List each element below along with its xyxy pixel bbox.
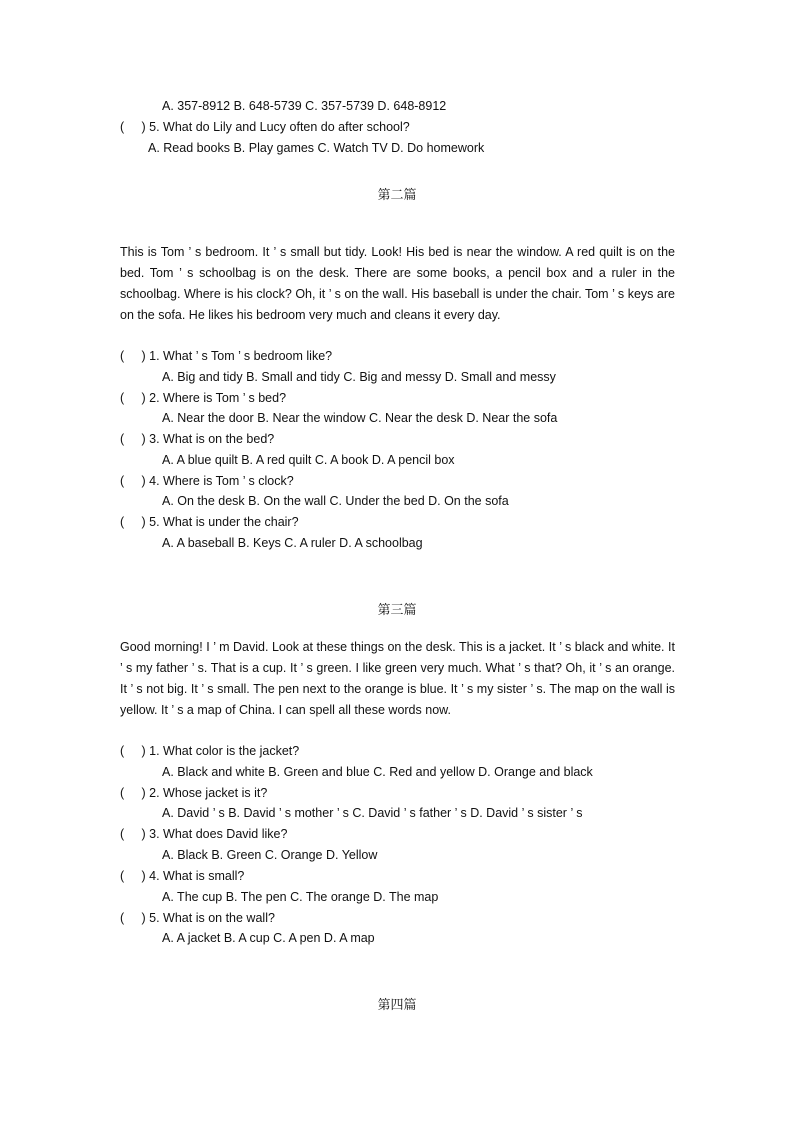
p2-question-4: ( ) 4. Where is Tom ’ s clock? (120, 474, 294, 488)
p3-question-4-options: A. The cup B. The pen C. The orange D. The map (162, 890, 439, 904)
question-5-previous: ( ) 5. What do Lily and Lucy often do after school? (120, 120, 410, 134)
p3-question-1-options: A. Black and white B. Green and blue C. Red and yellow D. Orange and black (162, 765, 593, 779)
passage-2-title: 第二篇 (377, 187, 417, 202)
p3-question-2-options: A. David ’ s B. David ’ s mother ’ s C. David ’ s father ’ s D. David ’ s sister ’ s (162, 806, 583, 820)
p2-question-4-options: A. On the desk B. On the wall C. Under the bed D. On the sofa (162, 494, 509, 508)
passage-3-title: 第三篇 (377, 602, 417, 617)
previous-question-options: A. 357-8912 B. 648-5739 C. 357-5739 D. 648-8912 (162, 99, 447, 113)
p3-question-4: ( ) 4. What is small? (120, 869, 245, 883)
p2-question-2-options: A. Near the door B. Near the window C. Near the desk D. Near the sofa (162, 411, 558, 425)
p3-question-3: ( ) 3. What does David like? (120, 827, 288, 841)
p2-question-1: ( ) 1. What ’ s Tom ’ s bedroom like? (120, 349, 333, 363)
p2-question-2: ( ) 2. Where is Tom ’ s bed? (120, 391, 287, 405)
p2-question-5: ( ) 5. What is under the chair? (120, 515, 299, 529)
passage-4-title: 第四篇 (377, 997, 417, 1012)
question-5-previous-options: A. Read books B. Play games C. Watch TV D. Do homework (148, 141, 485, 155)
p3-question-1: ( ) 1. What color is the jacket? (120, 744, 300, 758)
p3-question-3-options: A. Black B. Green C. Orange D. Yellow (162, 848, 378, 862)
p3-question-5: ( ) 5. What is on the wall? (120, 911, 275, 925)
p2-question-3-options: A. A blue quilt B. A red quilt C. A book D. A pencil box (162, 453, 455, 467)
p2-question-3: ( ) 3. What is on the bed? (120, 432, 275, 446)
p3-question-5-options: A. A jacket B. A cup C. A pen D. A map (162, 931, 375, 945)
p2-question-1-options: A. Big and tidy B. Small and tidy C. Big and messy D. Small and messy (162, 370, 556, 384)
p2-question-5-options: A. A baseball B. Keys C. A ruler D. A schoolbag (162, 536, 423, 550)
p3-question-2: ( ) 2. Whose jacket is it? (120, 786, 268, 800)
passage-2-text: This is Tom ’ s bedroom. It ’ s small but tidy. Look! His bed is near the window. A red quilt is on the bed. Tom ’ s schoolbag is on the desk. There are some books, a pencil box and a ruler in the schoolbag. Where is his clock? Oh, it ’ s on the wall. His baseball is under the chair. Tom ’ s keys are on the sofa. He likes his bedroom very much and cleans it every day. (120, 245, 675, 322)
passage-3-text: Good morning! I ’ m David. Look at these things on the desk. This is a jacket. It ’ s black and white. It ’ s my father ’ s. That is a cup. It ’ s green. I like green very much. What ’ s that? Oh, it ’ s an orange. It ’ s not big. It ’ s small. The pen next to the orange is blue. It ’ s my sister ’ s. The map on the wall is yellow. It ’ s a map of China. I can spell all these words now. (120, 640, 675, 717)
